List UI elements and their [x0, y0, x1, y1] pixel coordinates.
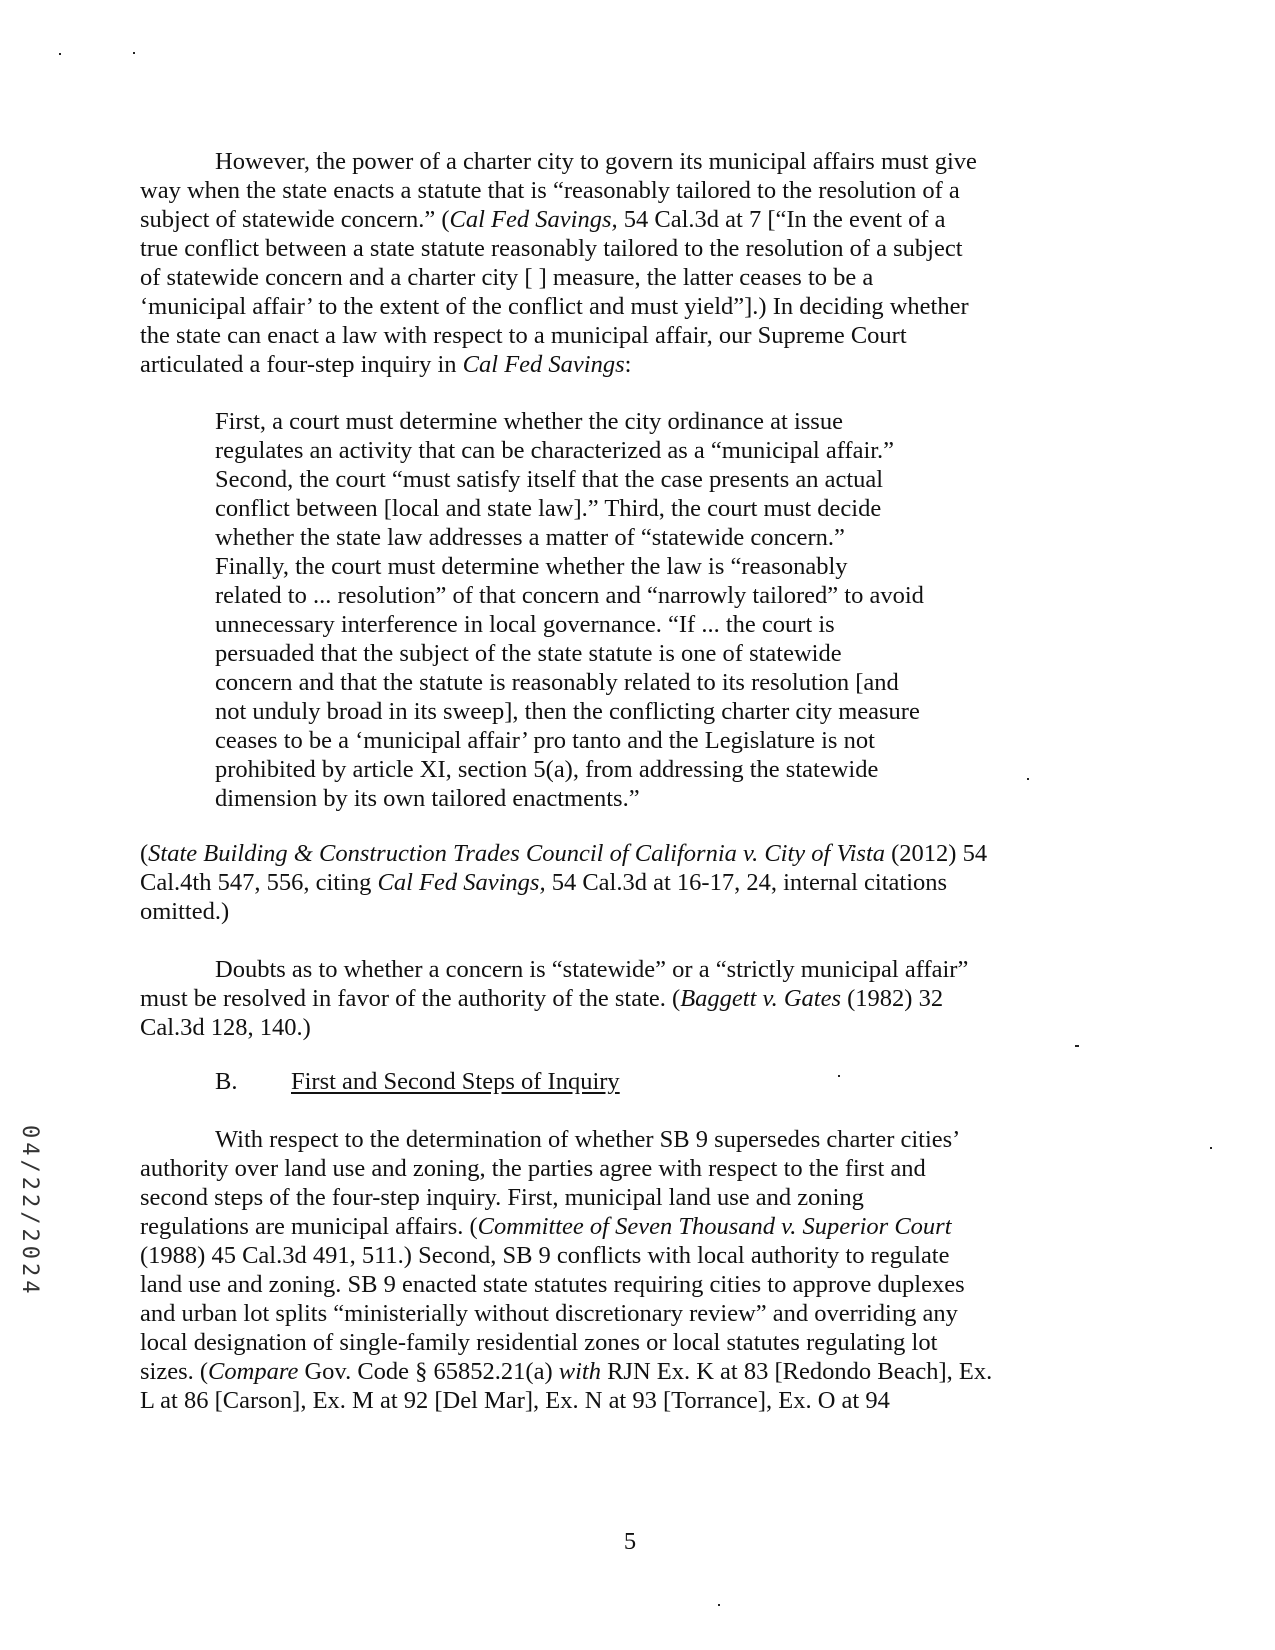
scan-speck — [1027, 778, 1029, 780]
text-run: 54 Cal.3d at 7 [“In the event of a — [617, 206, 946, 233]
text-run: sizes. ( — [140, 1358, 209, 1385]
text-line — [215, 955, 968, 984]
text-run: related to ... resolution” of that concern and “narrowly tailored” to avoid — [215, 582, 924, 609]
text-run: whether the state law addresses a matter of “statewide concern.” — [215, 524, 845, 551]
text-line — [140, 1270, 965, 1299]
text-run: Cal.3d 128, 140.) — [140, 1014, 311, 1041]
text-line — [215, 755, 878, 784]
text-run: Cal.4th 547, 556, citing — [140, 869, 378, 896]
text-line — [140, 1386, 890, 1415]
text-line — [140, 350, 631, 379]
scan-speck — [1075, 1045, 1079, 1047]
text-run: unnecessary interference in local governance. “If ... the court is — [215, 611, 835, 638]
text-run: concern and that the statute is reasonably related to its resolution [and — [215, 669, 899, 696]
text-run: Gov. Code § 65852.21(a) — [298, 1358, 559, 1385]
text-line — [140, 1212, 952, 1241]
scan-speck — [133, 52, 135, 54]
text-run: omitted.) — [140, 898, 230, 925]
scan-speck — [59, 53, 61, 55]
text-line — [140, 321, 907, 350]
text-run: With respect to the determination of whether SB 9 supersedes charter cities’ — [215, 1126, 961, 1153]
text-line — [215, 581, 924, 610]
text-run: conflict between [local and state law].” Third, the court must decide — [215, 495, 882, 522]
scan-speck — [718, 1604, 720, 1606]
italic-case-name: Cal Fed Savings, — [377, 869, 546, 896]
italic-case-name: Committee of Seven Thousand v. Superior Court — [477, 1213, 952, 1240]
text-line — [140, 868, 947, 897]
text-run: Doubts as to whether a concern is “statewide” or a “strictly municipal affair” — [215, 956, 969, 983]
scan-speck — [1210, 1147, 1212, 1149]
text-line — [215, 407, 843, 436]
text-line — [215, 784, 640, 813]
text-line — [140, 1328, 937, 1357]
text-run: regulations are municipal affairs. ( — [140, 1213, 478, 1240]
text-line — [215, 436, 894, 465]
text-run: not unduly broad in its sweep], then the conflicting charter city measure — [215, 698, 920, 725]
filing-date-stamp: 04/22/2024 — [17, 1125, 42, 1298]
text-run: 54 Cal.3d at 16-17, 24, internal citations — [545, 869, 948, 896]
text-line — [140, 1183, 864, 1212]
text-run: and urban lot splits “ministerially without discretionary review” and overriding any — [140, 1300, 958, 1327]
text-line — [140, 1154, 926, 1183]
text-run: ceases to be a ‘municipal affair’ pro tanto and the Legislature is not — [215, 727, 875, 754]
text-line — [140, 1299, 958, 1328]
text-run: : — [624, 351, 632, 378]
text-run: dimension by its own tailored enactments.” — [215, 785, 640, 812]
text-run: subject of statewide concern.” ( — [140, 206, 450, 233]
text-run: land use and zoning. SB 9 enacted state statutes requiring cities to approve duplexes — [140, 1271, 965, 1298]
text-run: persuaded that the subject of the state statute is one of statewide — [215, 640, 842, 667]
page-number: 5 — [623, 1528, 637, 1555]
text-run: way when the state enacts a statute that is “reasonably tailored to the resolution of a — [140, 177, 960, 204]
text-line — [215, 465, 883, 494]
text-run: local designation of single-family residential zones or local statutes regulating lot — [140, 1329, 938, 1356]
text-line — [215, 697, 920, 726]
italic-case-name: Cal Fed Savings — [462, 351, 625, 378]
text-run: (1982) 32 — [841, 985, 944, 1012]
text-run: of statewide concern and a charter city [ ] measure, the latter ceases to be a — [140, 264, 874, 291]
text-run: L at 86 [Carson], Ex. M at 92 [Del Mar], Ex. N at 93 [Torrance], Ex. O at 94 — [140, 1387, 890, 1414]
text-line — [140, 897, 229, 926]
italic-case-name: Compare — [208, 1358, 299, 1385]
italic-case-name: with — [558, 1358, 601, 1385]
text-run: ( — [140, 840, 149, 867]
text-run: prohibited by article XI, section 5(a), from addressing the statewide — [215, 756, 879, 783]
text-run: However, the power of a charter city to govern its municipal affairs must give — [215, 148, 977, 175]
text-run: second steps of the four-step inquiry. First, municipal land use and zoning — [140, 1184, 864, 1211]
text-line — [215, 494, 881, 523]
text-run: (2012) 54 — [885, 840, 988, 867]
text-run: ‘municipal affair’ to the extent of the conflict and must yield”].) In deciding whether — [140, 293, 969, 320]
text-line — [140, 292, 969, 321]
text-line — [215, 1125, 960, 1154]
italic-case-name: Cal Fed Savings, — [449, 206, 618, 233]
text-line — [140, 234, 963, 263]
text-line — [215, 639, 842, 668]
text-line — [140, 839, 987, 868]
text-line — [215, 147, 977, 176]
italic-case-name: State Building & Construction Trades Council of California v. City of Vista — [148, 840, 886, 867]
text-line — [140, 1013, 311, 1042]
text-run: Second, the court “must satisfy itself that the case presents an actual — [215, 466, 884, 493]
text-run: (1988) 45 Cal.3d 491, 511.) Second, SB 9 conflicts with local authority to regulate — [140, 1242, 950, 1269]
text-run: articulated a four-step inquiry in — [140, 351, 463, 378]
text-line — [215, 726, 875, 755]
section-heading-title: First and Second Steps of Inquiry — [291, 1068, 620, 1095]
text-run: Finally, the court must determine whether the law is “reasonably — [215, 553, 848, 580]
text-line — [215, 523, 845, 552]
text-line — [140, 984, 943, 1013]
text-line — [140, 205, 946, 234]
text-run: the state can enact a law with respect to a municipal affair, our Supreme Court — [140, 322, 907, 349]
text-line — [140, 1357, 992, 1386]
section-heading-letter: B. — [215, 1068, 238, 1095]
text-run: authority over land use and zoning, the parties agree with respect to the first and — [140, 1155, 926, 1182]
text-run: regulates an activity that can be characterized as a “municipal affair.” — [215, 437, 895, 464]
text-line — [215, 552, 848, 581]
text-line — [215, 610, 835, 639]
text-run: RJN Ex. K at 83 [Redondo Beach], Ex. — [600, 1358, 993, 1385]
text-line — [140, 176, 960, 205]
text-line — [140, 1241, 950, 1270]
scan-speck — [838, 1075, 840, 1077]
text-run: must be resolved in favor of the authority of the state. ( — [140, 985, 681, 1012]
italic-case-name: Baggett v. Gates — [680, 985, 842, 1012]
text-run: true conflict between a state statute reasonably tailored to the resolution of a subject — [140, 235, 963, 262]
text-run: First, a court must determine whether the city ordinance at issue — [215, 408, 843, 435]
text-line — [215, 668, 899, 697]
text-line — [140, 263, 873, 292]
